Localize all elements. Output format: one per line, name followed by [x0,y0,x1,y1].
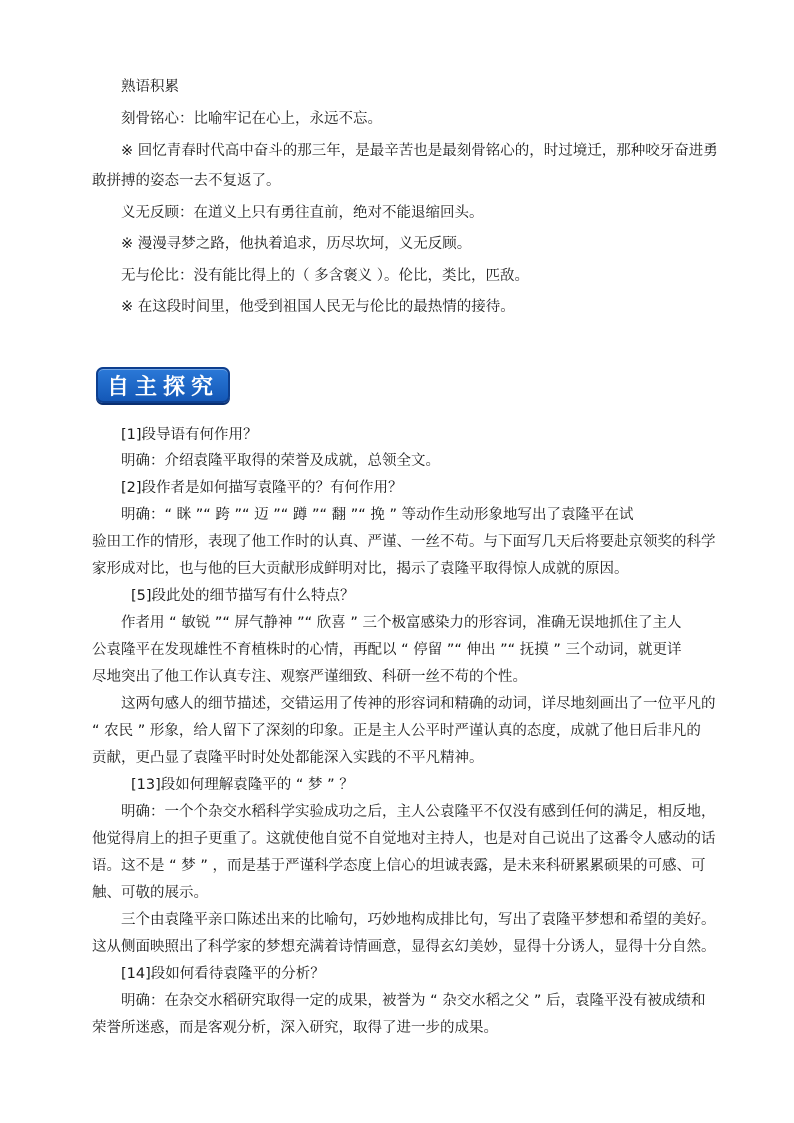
vocab-entry: 义无反顾：在道义上只有勇往直前，绝对不能退缩回头。 [121,205,484,221]
answer-cont: 触、可敬的展示。 [92,885,208,901]
answer-cont: 验田工作的情形，表现了他工作时的认真、严谨、一丝不苟。与下面写几天后将要赴京领奖的科学 [92,534,716,550]
question: [1]段导语有何作用？ [121,427,258,443]
answer-cont: 公袁隆平在发现雄性不育植株时的心情，再配以 “ 停留 ”“ 伸出 ”“ 抚摸 ” 三个动词，就更详 [92,642,682,658]
answer: 三个由袁隆平亲口陈述出来的比喻句，巧妙地构成排比句，写出了袁隆平梦想和希望的美好。 [121,912,716,928]
vocab-entry: 无与伦比：没有能比得上的（ 多含褒义 ）。伦比，类比，匹敌。 [121,268,529,284]
answer: 明确：“ 眯 ”“ 跨 ”“ 迈 ”“ 蹲 ”“ 翻 ”“ 挽 ” 等动作生动形象地写出了袁隆平在试 [121,507,634,523]
question: [5]段此处的细节描写有什么特点？ [131,588,355,604]
answer: 明确：介绍袁隆平取得的荣誉及成就，总领全文。 [121,453,440,469]
answer: 作者用 “ 敏锐 ”“ 屏气静神 ”“ 欣喜 ” 三个极富感染力的形容词，准确无误地抓住了主人 [121,615,682,631]
section-title: 自主探究 [106,374,219,400]
question: [13]段如何理解袁隆平的 “ 梦 ” ？ [131,777,354,793]
question: [2]段作者是如何描写袁隆平的？有何作用？ [121,480,403,496]
vocab-entry: 刻骨铭心：比喻牢记在心上，永远不忘。 [121,111,382,127]
answer-cont: 荣誉所迷惑，而是客观分析，深入研究，取得了进一步的成果。 [92,1020,498,1036]
question: [14]段如何看待袁隆平的分析？ [121,966,325,982]
answer-cont: 这从侧面映照出了科学家的梦想充满着诗情画意，显得玄幻美妙，显得十分诱人，显得十分自然。 [92,939,716,955]
answer: 明确：在杂交水稻研究取得一定的成果，被誉为 “ 杂交水稻之父 ” 后，袁隆平没有被成绩和 [121,993,706,1009]
vocab-example: ※ 在这段时间里，他受到祖国人民无与伦比的最热情的接待。 [121,299,515,315]
vocab-example: ※ 回忆青春时代高中奋斗的那三年，是最辛苦也是最刻骨铭心的，时过境迁，那种咬牙奋进勇 [121,143,718,159]
vocab-example-cont: 敢拼搏的姿态一去不复返了。 [92,173,281,189]
answer-cont: 语。这不是 “ 梦 ” ，而是基于严谨科学态度上信心的坦诚表露，是未来科研累累硕果的可感、可 [92,858,706,874]
vocab-heading: 熟语积累 [121,79,179,95]
answer-cont: “ 农民 ” 形象，给人留下了深刻的印象。正是主人公平时严谨认真的态度，成就了他日后非凡的 [92,723,701,739]
vocab-example: ※ 漫漫寻梦之路，他执着追求，历尽坎坷，义无反顾。 [121,236,472,252]
answer-cont: 家形成对比，也与他的巨大贡献形成鲜明对比，揭示了袁隆平取得惊人成就的原因。 [92,561,629,577]
answer-cont: 贡献，更凸显了袁隆平时时处处都能深入实践的不平凡精神。 [92,750,484,766]
section-title-badge [96,367,230,403]
answer-cont: 他觉得肩上的担子更重了。这就使他自觉不自觉地对主持人，也是对自己说出了这番令人感动的话 [92,831,716,847]
answer-cont: 尽地突出了他工作认真专注、观察严谨细致、科研一丝不苟的个性。 [92,669,527,685]
answer: 明确：一个个杂交水稻科学实验成功之后，主人公袁隆平不仅没有感到任何的满足，相反地， [121,804,716,820]
answer: 这两句感人的细节描述，交错运用了传神的形容词和精确的动词，详尽地刻画出了一位平凡的 [121,696,716,712]
